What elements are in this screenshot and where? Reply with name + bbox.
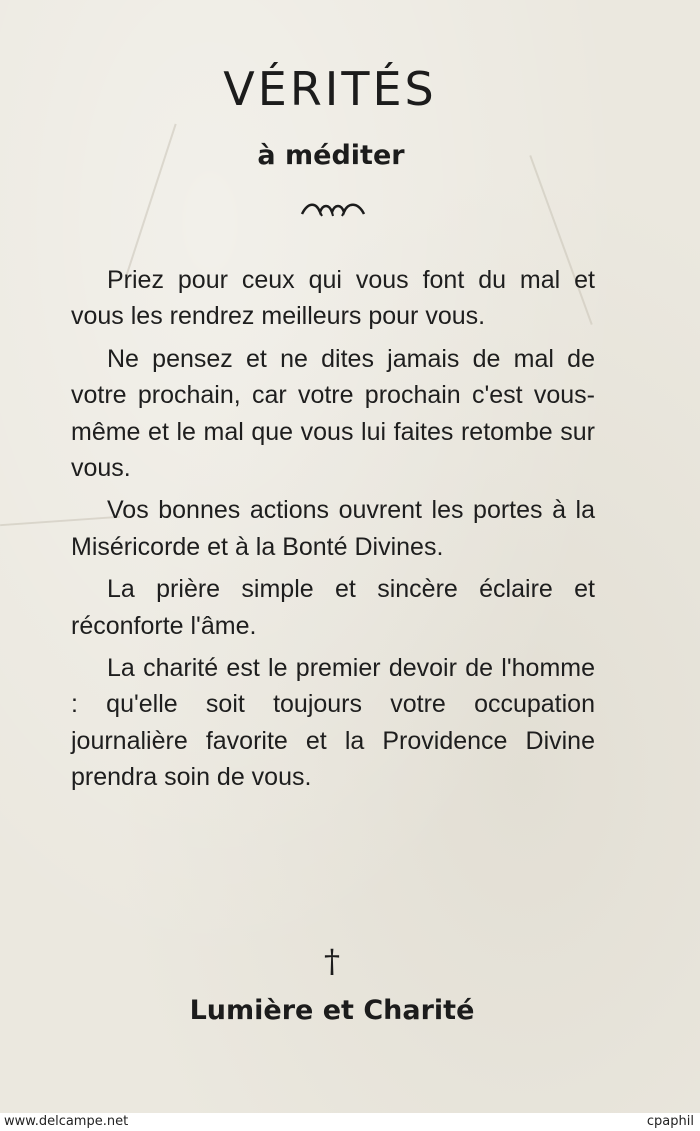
card-subtitle: à méditer — [257, 140, 405, 171]
meditation-text — [71, 262, 595, 802]
flourish-icon — [298, 198, 368, 220]
card-title: VÉRITÉS — [223, 62, 437, 116]
watermark-bar — [0, 1113, 700, 1131]
cross-icon: † — [324, 942, 340, 980]
watermark-seller: cpaphil — [646, 1114, 694, 1129]
paragraph: Ne pensez et ne dites jamais de mal de votre prochain, car votre prochain c'est vous-même et le mal que vous lui faites retombe sur vous. — [71, 344, 595, 483]
paragraph: La prière simple et sincère éclaire et réconforte l'âme. — [71, 575, 595, 640]
paragraph: La charité est le premier devoir de l'homme : qu'elle soit toujours votre occupation journalière favorite et la Providence Divine prendra soin de vous. — [71, 654, 595, 792]
paragraph: Vos bonnes actions ouvrent les portes à la Miséricorde et à la Bonté Divines. — [71, 496, 595, 561]
card-footer: Lumière et Charité — [189, 995, 475, 1026]
watermark-site: www.delcampe.net — [4, 1114, 129, 1129]
paragraph: Priez pour ceux qui vous font du mal et vous les rendrez meilleurs pour vous. — [71, 266, 595, 331]
